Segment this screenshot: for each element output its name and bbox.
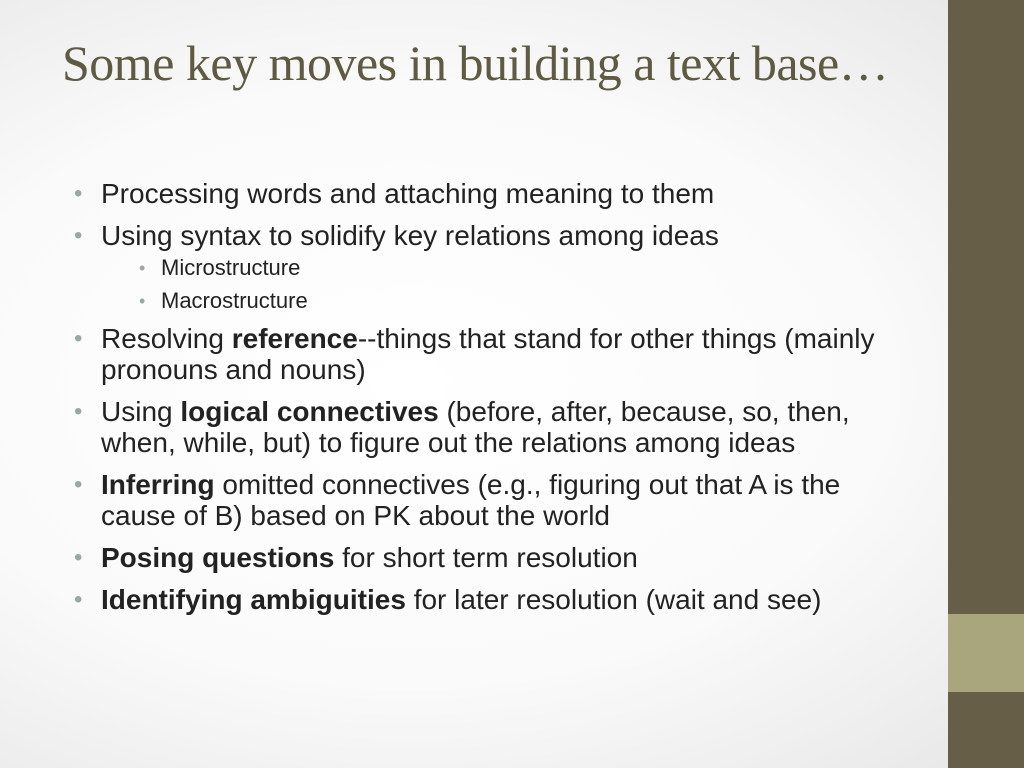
bullet-inferring (74, 469, 904, 531)
sub-bullet-text: Macrostructure (161, 288, 308, 313)
bullet-bold-term: Identifying ambiguities (101, 584, 406, 615)
slide-title: Some key moves in building a text base… (62, 35, 889, 91)
bullet-text-prefix: Resolving (101, 323, 232, 354)
bullet-text-suffix: (before, after, because, so, then, when, while, but) to figure out the relations among ideas (101, 396, 850, 458)
bullet-bold-term: logical connectives (180, 396, 439, 427)
bullet-bold-term: reference (231, 323, 358, 354)
sub-bullet-text: Microstructure (161, 255, 301, 280)
bullet-posing-questions (74, 542, 904, 573)
sub-bullet-list (101, 255, 904, 314)
sub-bullet-macrostructure (101, 288, 904, 314)
bullet-text-suffix: for later resolution (wait and see) (405, 584, 822, 615)
sub-bullet-microstructure (101, 255, 904, 281)
bullet-resolving-reference (74, 323, 904, 385)
bullet-text: Using syntax to solidify key relations among ideas (101, 220, 719, 251)
bullet-logical-connectives (74, 396, 904, 458)
bullet-bold-term: Posing questions (101, 542, 335, 573)
bullet-text-suffix: --things that stand for other things (mainly pronouns and nouns) (101, 323, 875, 385)
bullet-text-prefix: Using (101, 396, 181, 427)
bullet-text-suffix: omitted connectives (e.g., figuring out that A is the cause of B) based on PK about the world (101, 469, 841, 531)
right-bar-accent-block (948, 614, 1024, 692)
bullet-identifying-ambiguities (74, 584, 904, 615)
bullet-list (74, 178, 904, 626)
bullet-using-syntax (74, 220, 904, 314)
bullet-text: Processing words and attaching meaning to them (101, 178, 715, 209)
bullet-bold-term: Inferring (101, 469, 215, 500)
bullet-text-suffix: for short term resolution (334, 542, 638, 573)
bullet-processing-words (74, 178, 904, 209)
